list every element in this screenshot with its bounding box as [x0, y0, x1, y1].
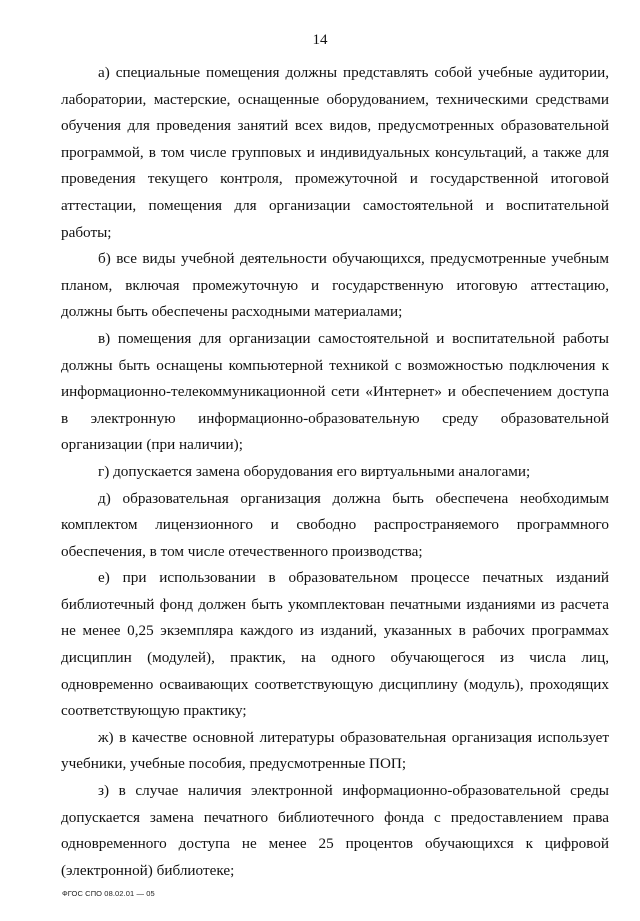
paragraph-g: г) допускается замена оборудования его виртуальными аналогами;	[98, 462, 531, 480]
paragraph-a: а) специальные помещения должны представлять собой учебные аудитории, лаборатории, мастерские, оснащенные оборудованием, техническими средствами обучения для проведения занятий всех видов, предусмотренных образовательной программой, в том числе групповых и индивидуальных консультаций, а также для проведения текущего контроля, промежуточной и государственной итоговой аттестации, помещения для организации самостоятельной и воспитательной работы;	[61, 64, 609, 241]
paragraph-d: д) образовательная организация должна быть обеспечена необходимым комплектом лицензионного и свободно распространяемого программного обеспечения, в том числе отечественного производства;	[61, 489, 609, 560]
paragraph-zh: ж) в качестве основной литературы образовательная организация использует учебники, учебные пособия, предусмотренные ПОП;	[61, 728, 609, 773]
document-body	[61, 60, 609, 884]
footer-document-code: ФГОС СПО 08.02.01 — 05	[62, 889, 155, 898]
paragraph-e: е) при использовании в образовательном процессе печатных изданий библиотечный фонд должен быть укомплектован печатными изданиями из расчета не менее 0,25 экземпляра каждого из изданий, указанных в рабочих программах дисциплин (модулей), практик, на одного обучающегося из числа лиц, одновременно осваивающих соответствующую дисциплину (модуль), проходящих соответствующую практику;	[61, 569, 609, 720]
paragraph-z: з) в случае наличия электронной информационно-образовательной среды допускается замена печатного библиотечного фонда с предоставлением права одновременного доступа не менее 25 процентов обучающихся к цифровой (электронной) библиотеке;	[61, 782, 609, 879]
paragraph-v: в) помещения для организации самостоятельной и воспитательной работы должны быть оснащены компьютерной техникой с возможностью подключения к информационно-телекоммуникационной сети «Интернет» и обеспечением доступа в электронную информационно-образовательную среду образовательной организации (при наличии);	[61, 329, 609, 454]
page-number: 14	[312, 32, 328, 48]
paragraph-b: б) все виды учебной деятельности обучающихся, предусмотренные учебным планом, включая промежуточную и государственную итоговую аттестацию, должны быть обеспечены расходными материалами;	[61, 250, 609, 321]
